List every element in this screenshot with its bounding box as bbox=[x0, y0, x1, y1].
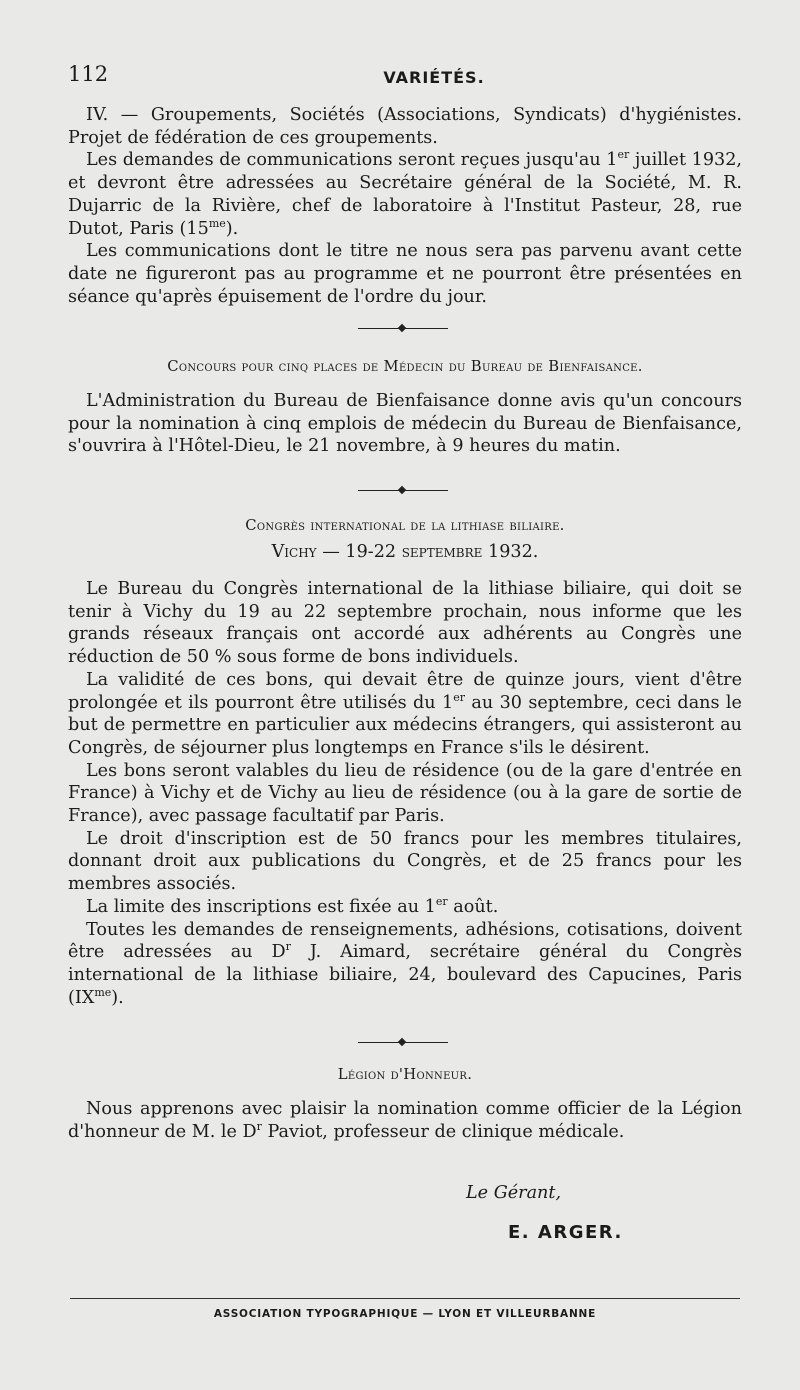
signature-role: Le Gérant, bbox=[466, 1183, 562, 1203]
paragraph: Les demandes de communications seront reçues jusqu'au 1er juillet 1932, et devront être adressées au Secrétaire général de la Société, M. R. Dujarric de la Rivière, chef de laboratoire à l'Institut Pasteur, 28, rue Dutot, Paris $(15^{me})$. bbox=[68, 148, 742, 239]
paragraph: La validité de ces bons, qui devait être de quinze jours, vient d'être prolongée et ils pourront être utilisés du 1er au 30 septembre, ceci dans le but de permettre en particulier aux médecins étrangers, qui assisteront au Congrès, de séjourner plus longtemps en France s'ils le désirent. bbox=[68, 669, 742, 758]
footer-rule bbox=[70, 1298, 740, 1299]
section-heading: Légion d'Honneur. bbox=[337, 1066, 473, 1083]
paragraph: L'Administration du Bureau de Bienfaisance donne avis qu'un concours pour la nomination à cinq emplois de médecin du Bureau de Bienfaisance, s'ouvrira à l'Hôtel-Dieu, le 21 novembre, à 9 heures du matin. bbox=[68, 391, 742, 457]
paragraph: Le Bureau du Congrès international de la lithiase biliaire, qui doit se tenir à Vichy du 19 au 22 septembre prochain, nous informe que les grands réseaux français ont accordé aux adhérents au Congrès une réduction de 50 % sous forme de bons individuels. bbox=[68, 579, 742, 668]
section-concours bbox=[68, 390, 742, 458]
section-heading: Congrès international de la lithiase biliaire. bbox=[245, 517, 565, 534]
signature-name: E. ARGER. bbox=[508, 1222, 623, 1243]
page-header bbox=[68, 62, 740, 92]
section-congres bbox=[68, 578, 742, 1009]
printer-footer: ASSOCIATION TYPOGRAPHIQUE — LYON ET VILLEURBANNE bbox=[213, 1308, 597, 1320]
paragraph: IV. — Groupements, Sociétés (Associations, Syndicats) d'hygiénistes. Projet de fédération de ces groupements. bbox=[68, 105, 742, 148]
paragraph: Toutes les demandes de renseignements, adhésions, cotisations, doivent être adressées au $D^r$ J. Aimard, secrétaire général du Congrès international de la lithiase biliaire, 24, boulevard des Capucines, Paris $(IX^{me})$. bbox=[68, 919, 742, 1008]
separator-rule bbox=[358, 328, 448, 329]
running-head: VARIÉTÉS. bbox=[383, 68, 485, 87]
section-hygienistes bbox=[68, 104, 742, 308]
section-subheading: Vichy — 19-22 septembre 1932. bbox=[271, 542, 539, 562]
paragraph: Les communications dont le titre ne nous sera pas parvenu avant cette date ne figureront pas au programme et ne pourront être présentées en séance qu'après épuisement de l'ordre du jour. bbox=[68, 241, 742, 307]
paragraph: Le droit d'inscription est de 50 francs pour les membres titulaires, donnant droit aux publications du Congrès, et de 25 francs pour les membres associés. bbox=[68, 828, 742, 895]
section-legion bbox=[68, 1098, 742, 1143]
separator-rule bbox=[358, 1042, 448, 1043]
paragraph: Nous apprenons avec plaisir la nomination comme officier de la Légion d'honneur de M. le $D^r$ Paviot, professeur de clinique médicale. bbox=[68, 1099, 742, 1142]
section-heading: Concours pour cinq places de Médecin du Bureau de Bienfaisance. bbox=[167, 358, 643, 375]
separator-rule bbox=[358, 490, 448, 491]
page-number: 112 bbox=[68, 62, 109, 86]
paragraph: Les bons seront valables du lieu de résidence (ou de la gare d'entrée en France) à Vichy et de Vichy au lieu de résidence (ou à la gare de sortie de France), avec passage facultatif par Paris. bbox=[68, 760, 742, 827]
paragraph: La limite des inscriptions est fixée au 1er août. bbox=[86, 894, 499, 917]
